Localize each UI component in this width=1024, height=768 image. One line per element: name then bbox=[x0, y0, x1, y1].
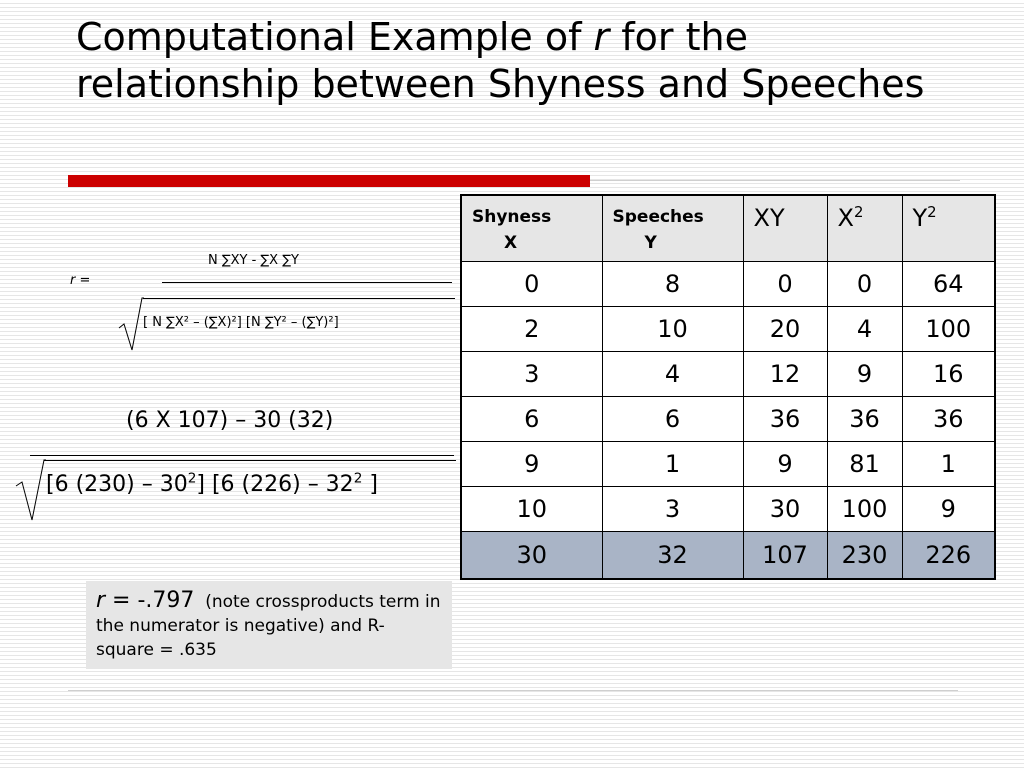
cell-y: 8 bbox=[602, 261, 743, 306]
cell-xy: 9 bbox=[743, 441, 827, 486]
cell-y: 10 bbox=[602, 306, 743, 351]
cell-y2: 64 bbox=[902, 261, 995, 306]
table-totals-row bbox=[461, 531, 995, 579]
sqrt-overline-large bbox=[44, 460, 456, 461]
cell-x2: 36 bbox=[827, 396, 902, 441]
sqrt-icon-large bbox=[14, 458, 46, 522]
result-note: (note crossproducts term in the numerator is negative) and R-square = .635 bbox=[96, 592, 441, 660]
formula-numeric-numerator: (6 X 107) – 30 (32) bbox=[126, 408, 334, 433]
cell-xy: 36 bbox=[743, 396, 827, 441]
total-x: 30 bbox=[461, 531, 602, 579]
formula-r-label bbox=[70, 273, 90, 288]
cell-xy: 12 bbox=[743, 351, 827, 396]
cell-y2: 36 bbox=[902, 396, 995, 441]
sqrt-overline-small bbox=[143, 298, 455, 299]
cell-x2: 9 bbox=[827, 351, 902, 396]
title-italic-r: r bbox=[593, 15, 610, 59]
title-text: Computational Example of bbox=[76, 15, 594, 59]
table-row bbox=[461, 486, 995, 531]
cell-x: 3 bbox=[461, 351, 602, 396]
r-symbol: r bbox=[70, 273, 76, 288]
cell-xy: 30 bbox=[743, 486, 827, 531]
total-x2: 230 bbox=[827, 531, 902, 579]
total-xy: 107 bbox=[743, 531, 827, 579]
header-speeches: Speeches Y bbox=[602, 195, 743, 261]
footer-divider bbox=[68, 690, 958, 691]
cell-y2: 100 bbox=[902, 306, 995, 351]
cell-y2: 9 bbox=[902, 486, 995, 531]
title-accent-bar bbox=[68, 175, 590, 187]
cell-x2: 81 bbox=[827, 441, 902, 486]
table-row bbox=[461, 441, 995, 486]
cell-y: 6 bbox=[602, 396, 743, 441]
cell-x: 2 bbox=[461, 306, 602, 351]
cell-x: 0 bbox=[461, 261, 602, 306]
data-table bbox=[460, 194, 996, 580]
header-xy: XY bbox=[743, 195, 827, 261]
formula-numeric-fraction-bar bbox=[30, 455, 454, 456]
cell-x: 9 bbox=[461, 441, 602, 486]
table-header-row bbox=[461, 195, 995, 261]
cell-y: 3 bbox=[602, 486, 743, 531]
table-row bbox=[461, 396, 995, 441]
title-text-end: for the relationship between Shyness and Speeches bbox=[76, 15, 925, 106]
cell-xy: 0 bbox=[743, 261, 827, 306]
sqrt-icon-small bbox=[118, 296, 144, 352]
cell-xy: 20 bbox=[743, 306, 827, 351]
total-y: 32 bbox=[602, 531, 743, 579]
result-r-value: r = -.797 bbox=[96, 588, 195, 613]
formula-numeric-denominator: [6 $(230) - 30^2$] [6 $(226) - 32^2$ ] bbox=[46, 470, 378, 497]
header-shyness: Shyness X bbox=[461, 195, 602, 261]
cell-y2: 16 bbox=[902, 351, 995, 396]
result-box bbox=[86, 581, 452, 669]
table-row bbox=[461, 306, 995, 351]
slide-title bbox=[76, 14, 976, 108]
table-row bbox=[461, 261, 995, 306]
formula-general-fraction-bar bbox=[162, 282, 452, 283]
table-row bbox=[461, 351, 995, 396]
cell-y: 4 bbox=[602, 351, 743, 396]
cell-x: 10 bbox=[461, 486, 602, 531]
equals-sign: = bbox=[75, 273, 91, 288]
title-accent-line bbox=[590, 180, 960, 181]
formula-general-denominator: [ N ∑X² – (∑X)²] [N ∑Y² – (∑Y)²] bbox=[143, 315, 339, 330]
header-y-squared: $Y^2$ bbox=[902, 195, 995, 261]
cell-y: 1 bbox=[602, 441, 743, 486]
cell-x: 6 bbox=[461, 396, 602, 441]
formula-general-numerator: N ∑XY - ∑X ∑Y bbox=[208, 253, 299, 268]
header-x-squared: $X^2$ bbox=[827, 195, 902, 261]
cell-x2: 0 bbox=[827, 261, 902, 306]
cell-y2: 1 bbox=[902, 441, 995, 486]
cell-x2: 100 bbox=[827, 486, 902, 531]
total-y2: 226 bbox=[902, 531, 995, 579]
cell-x2: 4 bbox=[827, 306, 902, 351]
